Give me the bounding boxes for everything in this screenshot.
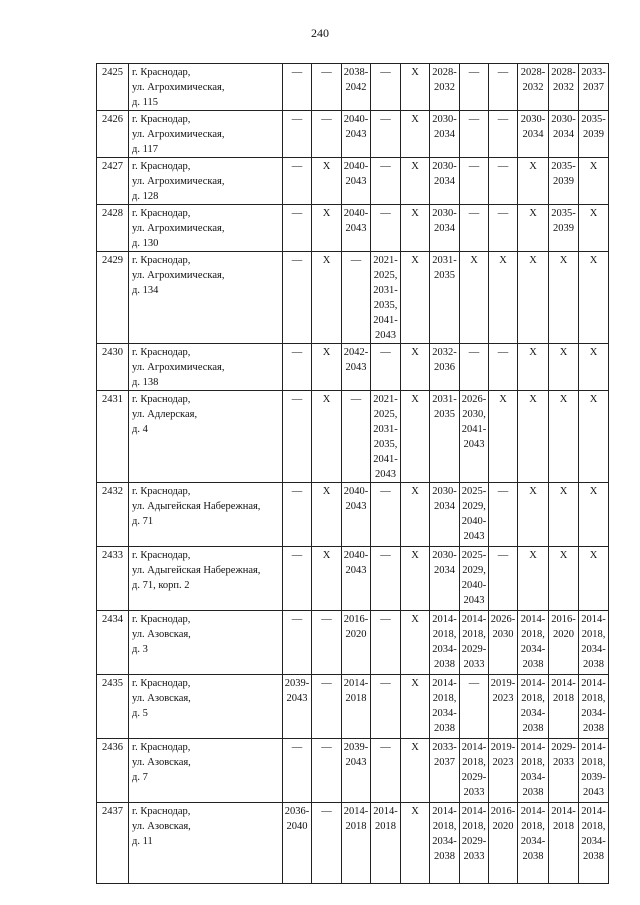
period-cell: — [342,252,371,344]
address-line: г. Краснодар, [132,742,191,753]
period-cell: — [283,739,312,803]
table-row [97,205,609,252]
period-cell: 2033- 2037 [430,739,460,803]
table-row [97,803,609,884]
period-cell: 2014- 2018, 2034- 2038 [518,739,549,803]
table-row [97,483,609,547]
period-cell: 2030- 2034 [518,111,549,158]
table-row [97,64,609,111]
period-cell: — [283,252,312,344]
period-cell: — [312,64,342,111]
period-cell: X [401,111,430,158]
period-cell: 2014- 2018, 2029- 2033 [460,739,489,803]
address-line: ул. Азовская, [132,821,191,832]
period-cell: X [401,252,430,344]
period-cell: 2030- 2034 [549,111,579,158]
period-cell: X [579,483,609,547]
period-cell: — [283,111,312,158]
period-cell: 2040- 2043 [342,205,371,252]
period-cell: 2014- 2018, 2034- 2038 [430,803,460,884]
period-cell: X [401,483,430,547]
period-cell: X [579,391,609,483]
address-cell [129,483,283,547]
period-cell: — [283,344,312,391]
row-number: 2437 [97,803,129,884]
address-line: ул. Адыгейская Набережная, [132,565,261,576]
period-cell: — [312,611,342,675]
period-cell: X [579,158,609,205]
period-cell: 2019- 2023 [489,739,518,803]
period-cell: X [518,252,549,344]
period-cell: 2025- 2029, 2040- 2043 [460,483,489,547]
period-cell: 2014- 2018, 2034- 2038 [518,611,549,675]
period-cell: X [579,344,609,391]
period-cell: — [283,483,312,547]
period-cell: 2028- 2032 [549,64,579,111]
period-cell: 2014- 2018 [549,803,579,884]
period-cell: 2038- 2042 [342,64,371,111]
address-cell [129,205,283,252]
period-cell: 2026- 2030 [489,611,518,675]
address-cell [129,675,283,739]
period-cell: — [489,64,518,111]
period-cell: 2016- 2020 [549,611,579,675]
row-number: 2432 [97,483,129,547]
period-cell: 2014- 2018, 2034- 2038 [430,611,460,675]
period-cell: 2014- 2018, 2039- 2043 [579,739,609,803]
period-cell: — [489,344,518,391]
period-cell: X [312,252,342,344]
period-cell: — [460,675,489,739]
period-cell: X [549,391,579,483]
page-number: 240 [311,26,329,40]
address-line: д. 117 [132,144,158,155]
period-cell: 2040- 2043 [342,111,371,158]
period-cell: 2014- 2018 [549,675,579,739]
row-number: 2434 [97,611,129,675]
row-number: 2426 [97,111,129,158]
period-cell: — [312,803,342,884]
address-cell [129,803,283,884]
period-cell: 2033- 2037 [579,64,609,111]
table-row [97,739,609,803]
period-cell: 2014- 2018, 2034- 2038 [518,675,549,739]
period-cell: 2014- 2018, 2034- 2038 [579,611,609,675]
table-row [97,611,609,675]
period-cell: X [401,803,430,884]
period-cell: 2014- 2018 [342,803,371,884]
period-cell: 2026- 2030, 2041- 2043 [460,391,489,483]
period-cell: — [371,205,401,252]
period-cell: X [312,391,342,483]
address-line: д. 5 [132,708,148,719]
period-cell: X [489,252,518,344]
address-line: г. Краснодар, [132,678,191,689]
period-cell: X [549,483,579,547]
period-cell: — [489,483,518,547]
address-line: г. Краснодар, [132,255,191,266]
period-cell: 2028- 2032 [518,64,549,111]
row-number: 2427 [97,158,129,205]
period-cell: — [312,111,342,158]
period-cell: — [283,547,312,611]
row-number: 2436 [97,739,129,803]
period-cell: — [489,547,518,611]
period-cell: 2036- 2040 [283,803,312,884]
period-cell: 2014- 2018, 2034- 2038 [518,803,549,884]
period-cell: X [518,391,549,483]
period-cell: — [460,344,489,391]
period-cell: X [518,483,549,547]
address-cell [129,64,283,111]
period-cell: — [460,64,489,111]
address-line: г. Краснодар, [132,347,191,358]
period-cell: 2014- 2018 [371,803,401,884]
period-cell: X [312,483,342,547]
period-cell: 2039- 2043 [283,675,312,739]
period-cell: — [283,611,312,675]
address-line: г. Краснодар, [132,208,191,219]
period-cell: 2035- 2039 [549,158,579,205]
period-cell: X [312,158,342,205]
row-number: 2429 [97,252,129,344]
period-cell: 2028- 2032 [430,64,460,111]
address-cell [129,158,283,205]
period-cell: X [518,344,549,391]
period-cell: 2019- 2023 [489,675,518,739]
address-line: г. Краснодар, [132,67,191,78]
address-line: д. 7 [132,772,148,783]
period-cell: 2021- 2025, 2031- 2035, 2041- 2043 [371,252,401,344]
period-cell: — [460,205,489,252]
period-cell: — [342,391,371,483]
period-cell: — [489,158,518,205]
period-cell: — [283,391,312,483]
address-line: ул. Агрохимическая, [132,129,225,140]
address-line: д. 71, корп. 2 [132,580,190,591]
period-cell: — [489,111,518,158]
period-cell: 2039- 2043 [342,739,371,803]
address-cell [129,611,283,675]
period-cell: X [549,547,579,611]
repair-schedule-table [96,63,609,884]
period-cell: — [371,611,401,675]
period-cell: 2014- 2018, 2034- 2038 [579,675,609,739]
period-cell: — [371,64,401,111]
period-cell: X [401,158,430,205]
table-row [97,547,609,611]
address-line: д. 115 [132,97,158,108]
period-cell: 2030- 2034 [430,483,460,547]
address-cell [129,739,283,803]
period-cell: X [401,611,430,675]
address-line: г. Краснодар, [132,614,191,625]
row-number: 2425 [97,64,129,111]
address-cell [129,111,283,158]
period-cell: 2014- 2018 [342,675,371,739]
table-row [97,111,609,158]
address-line: ул. Адлерская, [132,409,198,420]
period-cell: — [460,158,489,205]
address-cell [129,344,283,391]
period-cell: 2031- 2035 [430,391,460,483]
period-cell: X [518,158,549,205]
period-cell: — [283,205,312,252]
period-cell: 2030- 2034 [430,205,460,252]
period-cell: X [401,64,430,111]
period-cell: — [489,205,518,252]
address-line: г. Краснодар, [132,394,191,405]
period-cell: — [283,158,312,205]
period-cell: X [549,344,579,391]
period-cell: 2040- 2043 [342,547,371,611]
address-line: д. 134 [132,285,159,296]
address-line: д. 138 [132,377,159,388]
period-cell: — [371,483,401,547]
period-cell: 2035- 2039 [549,205,579,252]
period-cell: X [401,547,430,611]
address-line: д. 128 [132,191,159,202]
period-cell: X [460,252,489,344]
address-line: д. 4 [132,424,148,435]
period-cell: 2040- 2043 [342,483,371,547]
address-line: ул. Агрохимическая, [132,270,225,281]
period-cell: 2025- 2029, 2040- 2043 [460,547,489,611]
address-line: д. 11 [132,836,153,847]
address-line: г. Краснодар, [132,114,191,125]
period-cell: — [312,675,342,739]
period-cell: — [371,547,401,611]
row-number: 2433 [97,547,129,611]
period-cell: — [371,158,401,205]
row-number: 2428 [97,205,129,252]
period-cell: — [283,64,312,111]
period-cell: — [371,675,401,739]
address-line: ул. Азовская, [132,693,191,704]
table-row [97,158,609,205]
period-cell: X [401,391,430,483]
period-cell: 2030- 2034 [430,158,460,205]
period-cell: X [549,252,579,344]
address-line: ул. Агрохимическая, [132,82,225,93]
period-cell: X [312,344,342,391]
period-cell: 2014- 2018, 2029- 2033 [460,611,489,675]
period-cell: 2040- 2043 [342,158,371,205]
period-cell: 2030- 2034 [430,547,460,611]
period-cell: 2029- 2033 [549,739,579,803]
period-cell: 2014- 2018, 2029- 2033 [460,803,489,884]
table-row [97,391,609,483]
period-cell: 2030- 2034 [430,111,460,158]
period-cell: X [489,391,518,483]
period-cell: — [371,344,401,391]
row-number: 2430 [97,344,129,391]
period-cell: 2021- 2025, 2031- 2035, 2041- 2043 [371,391,401,483]
period-cell: X [312,547,342,611]
period-cell: X [401,739,430,803]
address-line: ул. Адыгейская Набережная, [132,501,261,512]
period-cell: X [579,547,609,611]
period-cell: X [401,205,430,252]
address-line: г. Краснодар, [132,806,191,817]
period-cell: 2032- 2036 [430,344,460,391]
address-line: д. 71 [132,516,154,527]
period-cell: X [518,205,549,252]
table-row [97,252,609,344]
table-row [97,344,609,391]
address-cell [129,252,283,344]
period-cell: 2042- 2043 [342,344,371,391]
period-cell: X [579,205,609,252]
period-cell: X [518,547,549,611]
row-number: 2435 [97,675,129,739]
period-cell: X [401,675,430,739]
address-line: ул. Агрохимическая, [132,362,225,373]
period-cell: 2014- 2018, 2034- 2038 [430,675,460,739]
address-line: ул. Агрохимическая, [132,223,225,234]
table-row [97,675,609,739]
address-cell [129,391,283,483]
period-cell: X [312,205,342,252]
address-line: ул. Азовская, [132,757,191,768]
period-cell: 2014- 2018, 2034- 2038 [579,803,609,884]
address-line: г. Краснодар, [132,486,191,497]
address-line: г. Краснодар, [132,550,191,561]
period-cell: X [579,252,609,344]
address-line: д. 3 [132,644,148,655]
period-cell: 2016- 2020 [342,611,371,675]
period-cell: — [460,111,489,158]
address-line: ул. Азовская, [132,629,191,640]
period-cell: 2031- 2035 [430,252,460,344]
period-cell: 2016- 2020 [489,803,518,884]
period-cell: — [371,739,401,803]
address-line: г. Краснодар, [132,161,191,172]
address-cell [129,547,283,611]
period-cell: X [401,344,430,391]
period-cell: — [371,111,401,158]
row-number: 2431 [97,391,129,483]
period-cell: — [312,739,342,803]
period-cell: 2035- 2039 [579,111,609,158]
address-line: ул. Агрохимическая, [132,176,225,187]
address-line: д. 130 [132,238,159,249]
